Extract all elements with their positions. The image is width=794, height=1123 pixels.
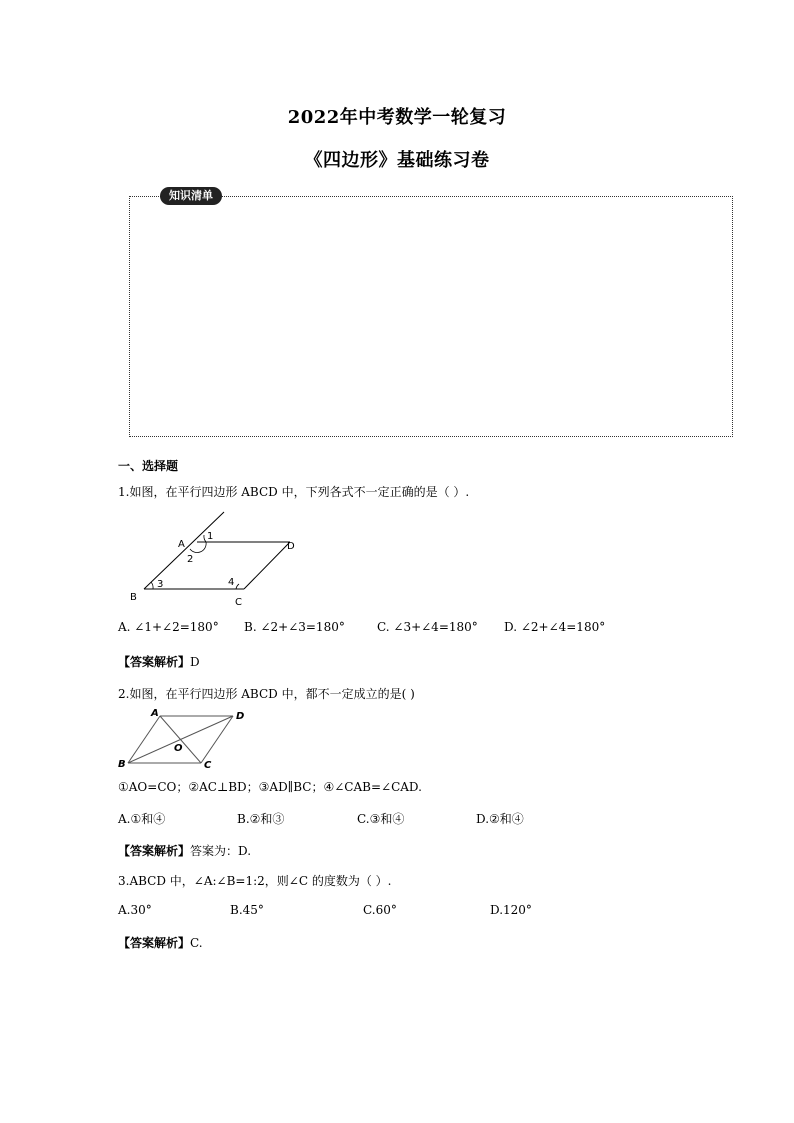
document-subtitle: 《四边形》基础练习卷 <box>304 150 490 171</box>
q2-label-C: C <box>204 760 212 771</box>
q2-conditions: ①AO=CO；②AC⊥BD；③AD∥BC；④∠CAB=∠CAD. <box>118 780 422 794</box>
q2-option-a: A.①和④ <box>118 812 166 826</box>
q2-answer <box>118 842 251 859</box>
q2-option-d: D.②和④ <box>476 812 524 826</box>
q1-angle-3: 3 <box>157 579 164 590</box>
q1-angle-1: 1 <box>207 531 214 542</box>
q2-label-A: A <box>151 708 159 719</box>
q2-stem: 2.如图，在平行四边形 ABCD 中，都不一定成立的是( ) <box>118 687 415 701</box>
q1-stem: 1.如图，在平行四边形 ABCD 中，下列各式不一定正确的是（ ）. <box>118 485 470 499</box>
q2-option-c: C.③和④ <box>357 812 405 826</box>
q1-angle-4: 4 <box>228 577 235 588</box>
knowledge-list-box <box>129 196 733 437</box>
q1-option-b: B. ∠2+∠3=180° <box>244 620 345 634</box>
q3-answer-label: 【答案解析】 <box>118 936 191 950</box>
q2-answer-label: 【答案解析】 <box>118 844 191 858</box>
q2-parallelogram-figure <box>118 705 258 773</box>
q1-label-C: C <box>235 597 242 608</box>
q3-stem: 3.ABCD 中，∠A:∠B=1:2，则∠C 的度数为（ ）. <box>118 874 392 888</box>
q3-answer <box>118 934 203 951</box>
q2-label-D: D <box>236 711 245 722</box>
q1-label-D: D <box>287 541 295 552</box>
q2-label-O: O <box>174 743 183 754</box>
section-heading: 一、选择题 <box>118 459 179 473</box>
q1-parallelogram-figure <box>120 507 320 612</box>
q2-label-B: B <box>118 759 126 770</box>
q1-label-A: A <box>178 539 185 550</box>
knowledge-list-badge: 知识清单 <box>160 187 222 205</box>
q1-option-a: A. ∠1+∠2=180° <box>118 620 219 634</box>
q1-answer-label: 【答案解析】 <box>118 655 191 669</box>
q3-option-c: C.60° <box>363 903 397 917</box>
q1-label-B: B <box>130 592 137 603</box>
q2-option-b: B.②和③ <box>237 812 285 826</box>
q3-answer-value: C. <box>190 936 203 950</box>
q2-answer-value: 答案为：D. <box>190 844 252 858</box>
q3-option-d: D.120° <box>490 903 532 917</box>
q1-answer-value: D <box>190 655 200 669</box>
q1-angle-2: 2 <box>187 554 194 565</box>
q3-option-a: A.30° <box>118 903 152 917</box>
q1-answer <box>118 653 200 670</box>
q3-option-b: B.45° <box>230 903 264 917</box>
q1-option-d: D. ∠2+∠4=180° <box>504 620 606 634</box>
q1-option-c: C. ∠3+∠4=180° <box>377 620 478 634</box>
document-title: 2022年中考数学一轮复习 <box>287 107 507 128</box>
